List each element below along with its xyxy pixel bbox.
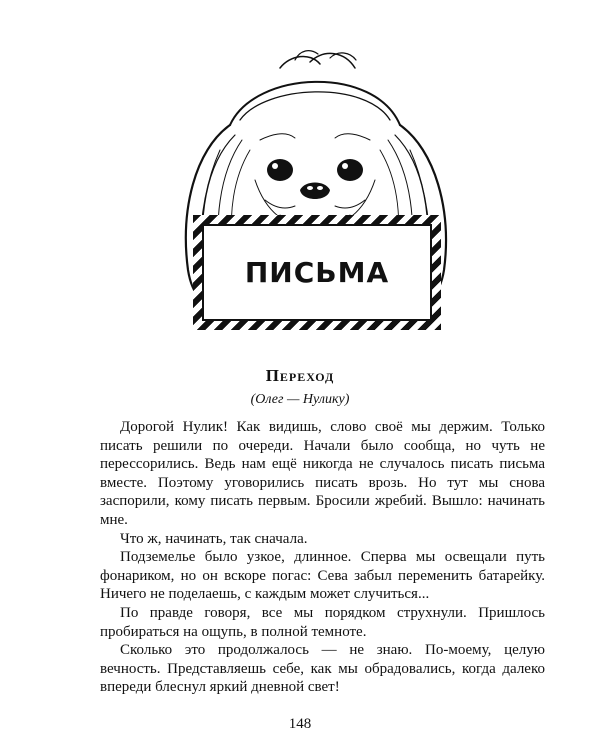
dog-eye-left <box>267 159 293 181</box>
paragraph: По правде говоря, все мы порядком струхнули. Пришлось пробираться на ощупь, в полной темноте. <box>100 604 545 640</box>
paragraph: Что ж, начинать, так сначала. <box>120 530 308 547</box>
story-title: Переход <box>265 366 335 385</box>
page-number: 148 <box>288 716 312 732</box>
letter-card <box>193 215 441 330</box>
chapter-title: ПИСЬМА <box>244 256 390 289</box>
paragraph: Сколько это продолжалось — не знаю. По-моему, целую вечность. Представляешь себе, как мы обрадовались, когда далеко впереди блеснул яркий дневной свет! <box>100 642 545 696</box>
story-body <box>100 418 545 697</box>
letter-card-inner <box>202 224 432 321</box>
paragraph: Подземелье было узкое, длинное. Сперва мы освещали путь фонариком, но он вскоре погас: Сева забыл переменить батарейку. Ничего не поделаешь, с каждым может случиться... <box>100 549 545 603</box>
dog-nose <box>300 183 330 200</box>
paragraph: Дорогой Нулик! Как видишь, слово своё мы держим. Только писать решили по очереди. Начали было сообща, но чуть не перессорились. Ведь нам ещё никогда не случалось писать письма вместе. Поэтому уговорились писать врозь. Но тут мы снова заспорили, кому писать первым. Бросили жребий. Вышло: начинать мне. <box>100 419 545 528</box>
dog-eye-right <box>337 159 363 181</box>
story-subtitle: (Олег — Нулику) <box>250 392 350 407</box>
